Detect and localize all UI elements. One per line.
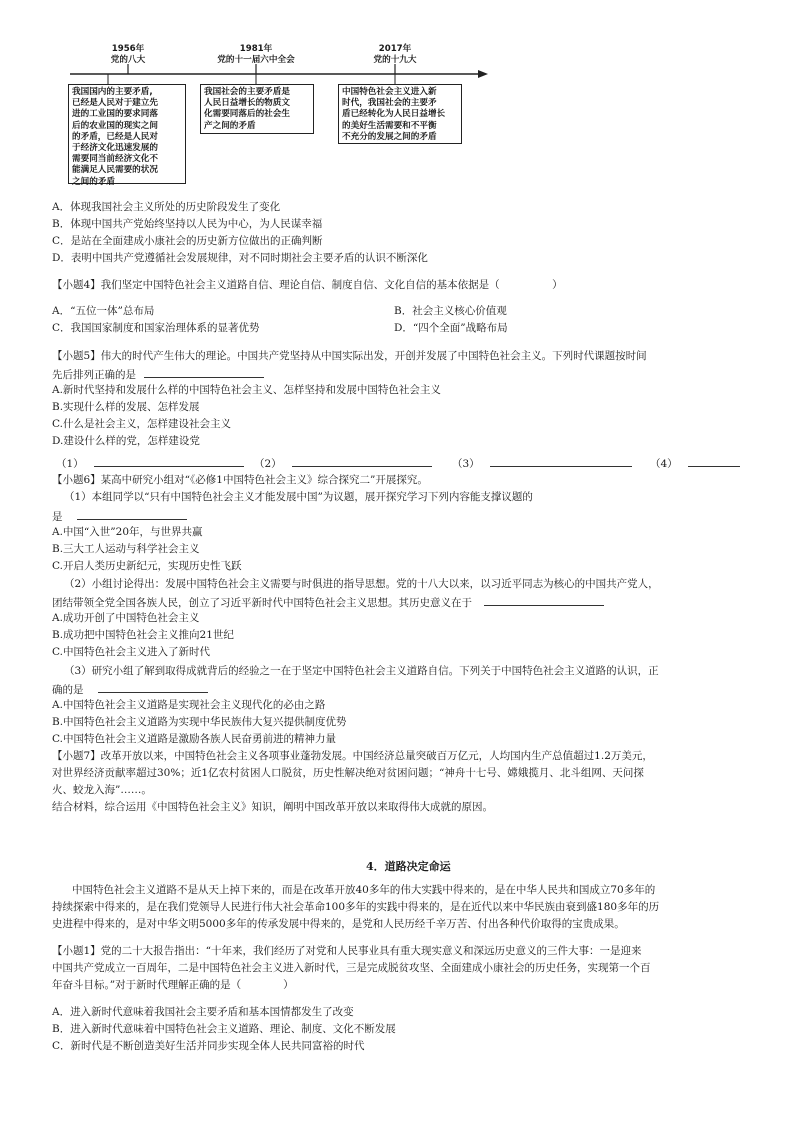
timeline-box-2: 我国社会的主要矛盾是 人民日益增长的物质文 化需要同落后的社会生 产之间的矛盾: [200, 84, 314, 134]
q6-part2-line2-text: 团结带领全党全国各族人民，创立了习近平新时代中国特色社会主义思想。其历史意义在于: [52, 597, 472, 609]
q6-part3-option-c: C.中国特色社会主义道路是激励各族人民奋勇前进的精神力量: [52, 733, 336, 745]
q5-blank-2-number: （2）: [254, 458, 282, 470]
q7-line2: 对世界经济贡献率超过30%；近1亿农村贫困人口脱贫，历史性解决绝对贫困问题；“神舟十七号、嫦娥揽月、北斗组网、天问探: [52, 767, 644, 779]
section-4-q1-line2: 中国共产党成立一百周年，二是中国特色社会主义进入新时代，三是完成脱贫攻坚、全面建成小康社会的历史任务，实现第一个百: [52, 962, 651, 974]
q6-part1-option-b: B.三大工人运动与科学社会主义: [52, 543, 200, 555]
q5-stem-line2: [52, 366, 264, 382]
q5-blank-4-line[interactable]: [688, 455, 740, 467]
q6-stem: 【小题6】某高中研究小组对“《必修1中国特色社会主义》综合探究二”开展探究。: [52, 474, 428, 486]
section-4-q1-line1: 【小题1】党的二十大报告指出：“十年来，我们经历了对党和人民事业具有重大现实意义和深远历史意义的三件大事：一是迎来: [52, 945, 642, 957]
q6-part3-option-a: A.中国特色社会主义道路是实现社会主义现代化的必由之路: [52, 699, 326, 711]
section-4-intro-line1: 中国特色社会主义道路不是从天上掉下来的，而是在改革开放40多年的伟大实践中得来的，是在中华人民共和国成立70多年的: [72, 884, 656, 896]
q7-line4: 结合材料，综合运用《中国特色社会主义》知识，阐明中国改革开放以来取得伟大成就的原因。: [52, 801, 493, 813]
q6-part3-line2-text: 确的是: [52, 684, 84, 696]
q7-line3: 火、蛟龙入海”……。: [52, 784, 152, 796]
section-4-title: 4．道路决定命运: [366, 860, 451, 873]
q6-part3-blank[interactable]: [98, 681, 208, 693]
q4-option-b: B．社会主义核心价值观: [394, 305, 507, 317]
timeline-label-2: 1981年 党的十一届六中全会: [217, 44, 295, 65]
q5-blank-3: [452, 455, 632, 471]
q6-part1-option-c: C.开启人类历史新纪元，实现历史性飞跃: [52, 560, 242, 572]
q5-option-d: D.建设什么样的党，怎样建设党: [52, 435, 200, 447]
q5-option-a: A.新时代坚持和发展什么样的中国特色社会主义、怎样坚持和发展中国特色社会主义: [52, 384, 441, 396]
q3-option-a: A．体现我国社会主义所处的历史阶段发生了变化: [52, 201, 281, 213]
q5-blank-1: [56, 455, 244, 471]
q5-blank-4-number: （4）: [650, 458, 678, 470]
q3-option-d: D．表明中国共产党遵循社会发展规律，对不同时期社会主要矛盾的认识不断深化: [52, 252, 428, 264]
q5-blank-3-number: （3）: [452, 458, 480, 470]
timeline-box-3: 中国特色社会主义进入新 时代，我国社会的主要矛 盾已经转化为人民日益增长 的美好生活需要和不平衡 不充分的发展之间的矛盾: [338, 84, 462, 144]
q7-line1: 【小题7】改革开放以来，中国特色社会主义各项事业蓬勃发展。中国经济总量突破百万亿元，人均国内生产总值超过1.2万美元，: [52, 750, 653, 762]
q6-part3-option-b: B.中国特色社会主义道路为实现中华民族伟大复兴提供制度优势: [52, 716, 347, 728]
q5-answer-blank[interactable]: [144, 366, 264, 378]
q6-part2-line2: [52, 594, 604, 610]
q6-part2-line1: （2）小组讨论得出：发展中国特色社会主义需要与时俱进的指导思想。党的十八大以来，以习近平同志为核心的中国共产党人，: [64, 578, 659, 590]
q6-part2-option-c: C.中国特色社会主义进入了新时代: [52, 646, 210, 658]
q3-option-b: B．体现中国共产党始终坚持以人民为中心，为人民谋幸福: [52, 218, 323, 230]
q5-blank-1-number: （1）: [56, 458, 84, 470]
q6-part2-option-a: A.成功开创了中国特色社会主义: [52, 612, 200, 624]
q6-part1-option-a: A.中国“入世”20年，与世界共赢: [52, 526, 203, 538]
q5-blank-2-line[interactable]: [292, 455, 432, 467]
q5-stem-text: 先后排列正确的是: [52, 369, 136, 381]
q6-part2-blank[interactable]: [484, 594, 604, 606]
section-4-q1-option-a: A．进入新时代意味着我国社会主要矛盾和基本国情都发生了改变: [52, 1006, 354, 1018]
q5-blank-4: [650, 455, 740, 471]
q6-part2-option-b: B.成功把中国特色社会主义推向21世纪: [52, 629, 234, 641]
q5-stem-line1: 【小题5】伟大的时代产生伟大的理论。中国共产党坚持从中国实际出发，开创并发展了中国特色社会主义。下列时代课题按时间: [52, 350, 647, 362]
q5-option-b: B.实现什么样的发展、怎样发展: [52, 401, 200, 413]
q6-part1-line1: （1）本组同学以“只有中国特色社会主义才能发展中国”为议题，展开探究学习下列内容能支撑议题的: [64, 491, 533, 503]
q4-option-c: C．我国国家制度和国家治理体系的显著优势: [52, 322, 260, 334]
timeline-arrow: [478, 70, 488, 78]
section-4-q1-option-b: B．进入新时代意味着中国特色社会主义道路、理论、制度、文化不断发展: [52, 1023, 396, 1035]
timeline-box-1: 我国国内的主要矛盾, 已经是人民对于建立先 进的工业国的要求同落 后的农业国的现实之间 的矛盾，已经是人民对 于经济文化迅速发展的 需要同当前经济文化不 能满足人民需要的状况 之间的矛盾: [68, 84, 186, 184]
q4-stem: 【小题4】我们坚定中国特色社会主义道路自信、理论自信、制度自信、文化自信的基本依据是（ ）: [52, 279, 563, 291]
section-4-intro-line2: 持续探索中得来的，是在我们党领导人民进行伟大社会革命100多年的实践中得来的，是在近代以来中华民族由衰到盛180多年的历: [52, 901, 660, 913]
q5-blank-3-line[interactable]: [490, 455, 632, 467]
q4-option-a: A．“五位一体”总布局: [52, 305, 155, 317]
q6-part1-line2-text: 是: [52, 511, 63, 523]
q6-part1-line2: [52, 508, 187, 524]
q6-part1-blank[interactable]: [77, 508, 187, 520]
q6-part3-line1: （3）研究小组了解到取得成就背后的经验之一在于坚定中国特色社会主义道路自信。下列关于中国特色社会主义道路的认识，正: [64, 665, 659, 677]
q6-part3-line2: [52, 681, 208, 697]
q3-option-c: C．是站在全面建成小康社会的历史新方位做出的正确判断: [52, 235, 323, 247]
q5-blank-1-line[interactable]: [94, 455, 244, 467]
q4-option-d: D．“四个全面”战略布局: [394, 322, 508, 334]
section-4-q1-option-c: C．新时代是不断创造美好生活并同步实现全体人民共同富裕的时代: [52, 1040, 365, 1052]
timeline-label-3: 2017年 党的十九大: [373, 44, 417, 65]
section-4-q1-line3: 年奋斗目标。”对于新时代理解正确的是（ ）: [52, 979, 294, 991]
section-4-intro-line3: 史进程中得来的，是对中华文明5000多年的传承发展中得来的，是党和人民历经千辛万苦、付出各种代价取得的宝贵成果。: [52, 918, 625, 930]
timeline-label-1: 1956年 党的八大: [110, 44, 146, 65]
q5-option-c: C.什么是社会主义，怎样建设社会主义: [52, 418, 231, 430]
q5-blank-2: [254, 455, 432, 471]
